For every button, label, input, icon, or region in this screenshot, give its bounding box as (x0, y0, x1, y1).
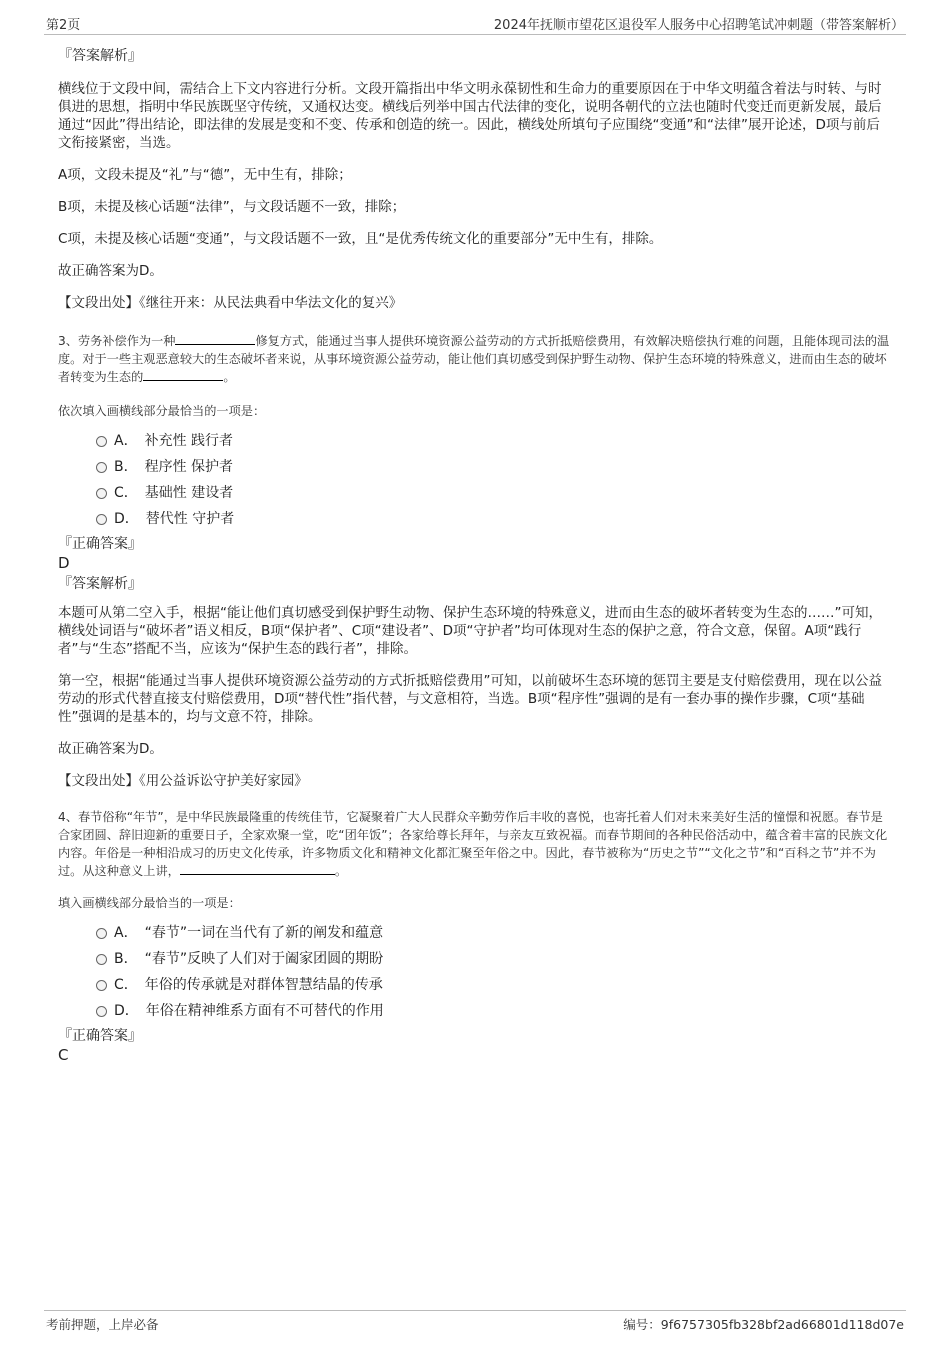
page-header (44, 14, 906, 35)
question-stem-text: 。 (334, 864, 348, 878)
option-label: D． 替代性 守护者 (114, 511, 235, 527)
option-a[interactable] (58, 428, 890, 454)
option-label: D． 年俗在精神维系方面有不可替代的作用 (114, 1003, 384, 1019)
options-list (58, 920, 890, 1024)
option-d[interactable] (58, 506, 890, 532)
option-label: B． “春节”反映了人们对于阖家团圆的期盼 (114, 951, 384, 967)
question-stem-text: 修复方式，能通过当事人提供环境资源公益劳动的方式折抵赔偿费用，有效解决赔偿执行难的问题，且能体现司法的温度。对于一些主观恶意较大的生态破坏者来说，从事环境资源公益劳动，能让他们真切感受到保护野生动物、保护生态环境的特殊意义，进而由生态的破坏者转变为生态的 (58, 334, 890, 384)
correct-answer: D (58, 554, 70, 572)
document-id: 编号：9f6757305fb328bf2ad66801d118d07e (623, 1317, 904, 1332)
analysis-paragraph: 横线位于文段中间，需结合上下文内容进行分析。文段开篇指出中华文明永葆韧性和生命力的重要原因在于中华文明蕴含着法与时转、与时俱进的思想，指明中华民族既坚守传统，又通权达变。横线后列举中国古代法律的变化，说明各朝代的立法也随时代变迁而更新发展，最后通过“因此”得出结论，即法律的发展是变和不变、传承和创造的统一。因此，横线处所填句子应围绕“变通”和“法律”展开论述，D项与前后文衔接紧密，当选。 (58, 81, 882, 151)
footer-slogan: 考前押题，上岸必备 (46, 1317, 159, 1332)
radio-button[interactable] (96, 488, 107, 499)
analysis-heading: 『答案解析』 (58, 576, 142, 592)
page-content (58, 46, 890, 1064)
option-b[interactable] (58, 454, 890, 480)
document-title: 2024年抚顺市望花区退役军人服务中心招聘笔试冲刺题（带答案解析） (493, 18, 904, 33)
option-a[interactable] (58, 920, 890, 946)
fill-blank (175, 332, 255, 345)
fill-blank (180, 862, 335, 875)
question-instruction: 依次填入画横线部分最恰当的一项是： (58, 404, 266, 418)
radio-button[interactable] (96, 462, 107, 473)
fill-blank (143, 368, 223, 381)
radio-button[interactable] (96, 1006, 107, 1017)
correct-answer-heading: 『正确答案』 (58, 1028, 142, 1044)
analysis-conclusion: 故正确答案为D。 (58, 741, 163, 757)
question-stem-text: 4、春节俗称“年节”，是中华民族最隆重的传统佳节，它凝聚着广大人民群众辛勤劳作后丰收的喜悦，也寄托着人们对未来美好生活的憧憬和祝愿。春节是合家团圆、辞旧迎新的重要日子，全家欢聚一堂，吃“团年饭”；各家给尊长拜年，与亲友互致祝福。而春节期间的各种民俗活动中，蕴含着丰富的民族文化内容。年俗是一种相沿成习的历史文化传承，许多物质文化和精神文化都汇聚至年俗之中。因此，春节被称为“历史之节”“文化之节”和“百科之节”并不为过。从这种意义上讲， (58, 810, 888, 878)
question-4-stem (58, 808, 890, 880)
radio-button[interactable] (96, 928, 107, 939)
radio-button[interactable] (96, 954, 107, 965)
analysis-conclusion: 故正确答案为D。 (58, 263, 163, 279)
analysis-heading: 『答案解析』 (58, 48, 142, 64)
question-instruction: 填入画横线部分最恰当的一项是： (58, 896, 241, 910)
option-label: C． 基础性 建设者 (114, 485, 234, 501)
option-label: B． 程序性 保护者 (114, 459, 234, 475)
option-c[interactable] (58, 972, 890, 998)
option-c[interactable] (58, 480, 890, 506)
correct-answer-heading: 『正确答案』 (58, 536, 142, 552)
option-b[interactable] (58, 946, 890, 972)
correct-answer: C (58, 1046, 69, 1064)
question-stem-text: 。 (223, 370, 236, 384)
question-stem-text: 3、劳务补偿作为一种 (58, 334, 176, 348)
options-list (58, 428, 890, 532)
analysis-paragraph: 第一空，根据“能通过当事人提供环境资源公益劳动的方式折抵赔偿费用”可知，以前破坏生态环境的惩罚主要是支付赔偿费用，现在以公益劳动的形式代替直接支付赔偿费用，D项“替代性”指代替，与文意相符，当选。B项“程序性”强调的是有一套办事的操作步骤，C项“基础性”强调的是基本的，均与文意不符，排除。 (58, 673, 882, 725)
option-d[interactable] (58, 998, 890, 1024)
option-label: C． 年俗的传承就是对群体智慧结晶的传承 (114, 977, 383, 993)
analysis-paragraph: B项，未提及核心话题“法律”，与文段话题不一致，排除； (58, 199, 406, 215)
analysis-paragraph: 本题可从第二空入手，根据“能让他们真切感受到保护野生动物、保护生态环境的特殊意义，进而由生态的破坏者转变为生态的……”可知，横线处词语与“破坏者”语义相反，B项“保护者”、C项“建设者”、D项“守护者”均可体现对生态的保护之意，符合文意，保留。A项“践行者”与“生态”搭配不当，应该为“保护生态的践行者”，排除。 (58, 605, 882, 657)
source-citation: 【文段出处】《用公益诉讼守护美好家园》 (58, 773, 308, 789)
radio-button[interactable] (96, 980, 107, 991)
radio-button[interactable] (96, 436, 107, 447)
analysis-paragraph: C项，未提及核心话题“变通”，与文段话题不一致，且“是优秀传统文化的重要部分”无中生有，排除。 (58, 231, 663, 247)
question-3-stem (58, 332, 890, 386)
option-label: A． 补充性 践行者 (114, 433, 234, 449)
page-footer (44, 1310, 906, 1335)
source-citation: 【文段出处】《继往开来：从民法典看中华法文化的复兴》 (58, 295, 403, 311)
option-label: A． “春节”一词在当代有了新的阐发和蕴意 (114, 925, 384, 941)
radio-button[interactable] (96, 514, 107, 525)
page-number: 第2页 (46, 18, 81, 33)
analysis-paragraph: A项，文段未提及“礼”与“德”，无中生有，排除； (58, 167, 352, 183)
